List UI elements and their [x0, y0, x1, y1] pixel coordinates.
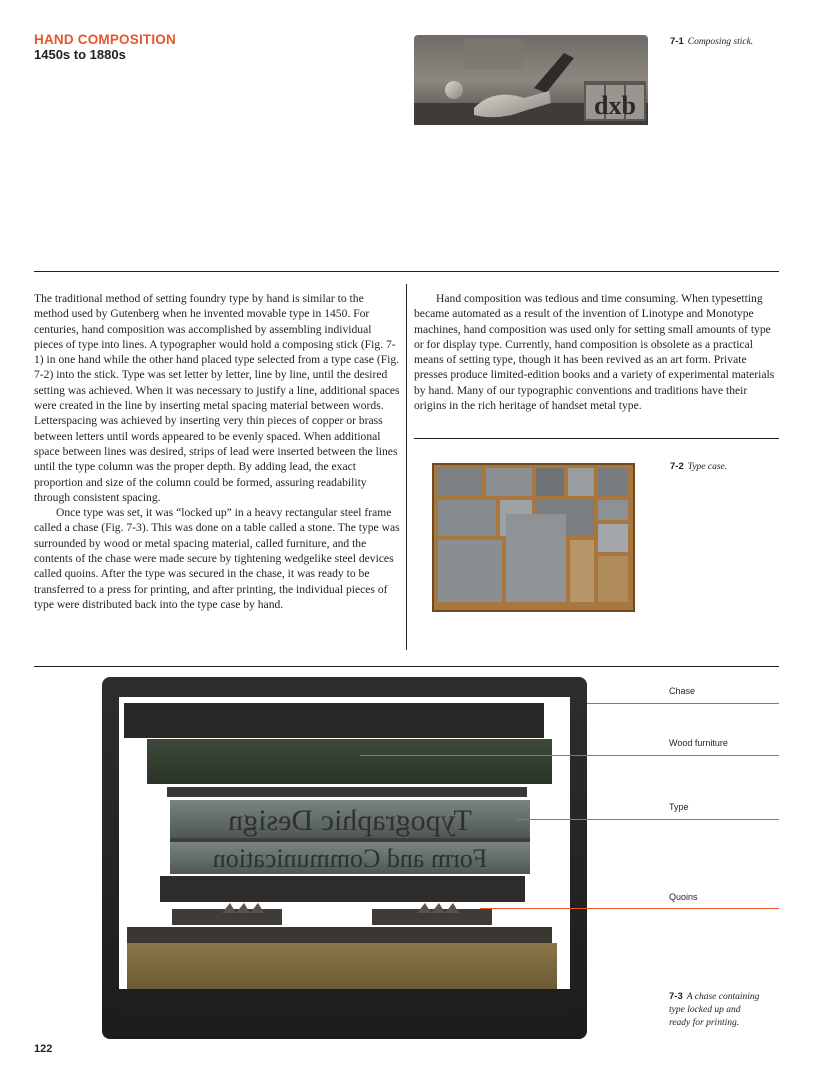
column-divider	[406, 284, 407, 650]
section-subtitle: 1450s to 1880s	[34, 47, 126, 62]
top-divider	[34, 271, 779, 272]
figure-7-3-text-line-3: ready for printing.	[669, 1018, 740, 1028]
middle-divider	[34, 666, 779, 667]
callout-line-quoins	[480, 908, 779, 909]
composing-stick-image	[414, 33, 648, 128]
label-type: Type	[669, 802, 689, 812]
body-paragraph-3: Hand composition was tedious and time consuming. When typesetting became automated as a result of the invention of Linotype and Monotype machines, hand composition was used only for setting small amounts of type or for display type. Currently, hand composition is obsolete as a practical means of setting type, though it has been revived as an art form. Private presses produce limited-edition books and a variety of experimental materials by hand. Many of our typographic conventions and traditions have their origins in the rich heritage of handset metal type.	[414, 292, 775, 413]
figure-7-2-text: Type case.	[687, 462, 728, 472]
body-paragraph-1: The traditional method of setting foundry type by hand is similar to the method used by Gutenberg when he invented movable type in 1450. For centuries, hand composition was accomplished by assembling individual pieces of type into lines. A typographer would hold a composing stick (Fig. 7-1) in one hand while the other hand placed type selected from a type case (Fig. 7-2) into the stick. Type was set letter by letter, line by line, until the desired setting was achieved. When it was necessary to justify a line, additional spaces were created in the line by inserting metal spacing material between words. Letterspacing was achieved by inserting very thin pieces of copper or brass between letters until words appeared to be evenly spaced. When additional space between lines was desired, strips of lead were inserted between the lines until the type column was the proper depth. By adding lead, the exact proportion and size of the column could be formed, assuring readability through consistent spacing.	[34, 292, 400, 504]
page-number: 122	[34, 1043, 53, 1055]
section-title: HAND COMPOSITION	[34, 32, 176, 47]
figure-7-1-number: 7-1	[670, 36, 684, 47]
callout-line-wood-furniture	[360, 755, 779, 756]
figure-7-2-number: 7-2	[670, 461, 684, 472]
figure-7-1-text: Composing stick.	[687, 37, 754, 47]
stick-type-letters: dxb	[594, 91, 636, 120]
figure-7-3-text-line-1: A chase containing	[686, 992, 760, 1002]
body-paragraph-2: Once type was set, it was “locked up” in a heavy rectangular steel frame called a chase (Fig. 7-3). This was done on a table called a stone. The type was surrounded by wood or metal spacing material, called furniture, and the contents of the chase were made secure by tightening wedgelike steel devices called quoins. After the type was secured in the chase, it was ready to be transferred to a press for printing, and after printing, the individual pieces of type were distributed back into the type case by hand.	[34, 506, 400, 611]
type-case-image	[432, 463, 635, 612]
callout-line-type	[517, 819, 779, 820]
chase-type-line-2: Form and Communication	[212, 844, 488, 873]
label-quoins: Quoins	[669, 892, 698, 902]
chase-type-line-1: Typographic Design	[228, 804, 472, 837]
chase-image	[102, 677, 587, 1039]
figure-7-1-caption	[670, 35, 753, 49]
body-column-left	[34, 291, 400, 612]
label-chase: Chase	[669, 686, 696, 696]
figure-7-3-number: 7-3	[669, 991, 683, 1002]
figure-7-3-caption	[669, 990, 789, 1030]
right-column-divider	[414, 438, 779, 439]
label-wood-furniture: Wood furniture	[669, 738, 728, 748]
callout-line-chase	[587, 703, 779, 704]
figure-7-3-text-line-2: type locked up and	[669, 1005, 741, 1015]
body-column-right	[414, 291, 780, 413]
figure-7-2-caption	[670, 460, 727, 474]
